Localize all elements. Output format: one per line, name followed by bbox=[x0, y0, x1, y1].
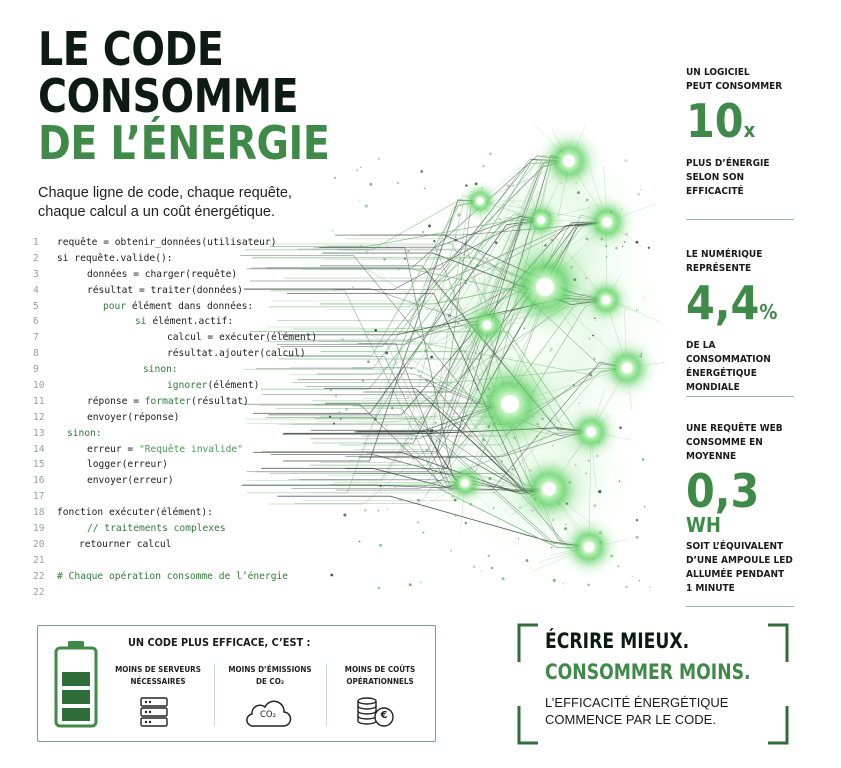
particle bbox=[488, 555, 490, 557]
particle bbox=[451, 392, 453, 394]
particle bbox=[491, 567, 494, 570]
benefit-3-line-2: OPÉRATIONNELS bbox=[346, 677, 414, 686]
node-core bbox=[602, 296, 611, 305]
stat-1-bottom-line-1: PLUS D’ÉNERGIE bbox=[686, 158, 770, 169]
code-text bbox=[167, 378, 259, 394]
particle bbox=[386, 425, 388, 427]
particle bbox=[550, 351, 551, 352]
particle bbox=[359, 541, 361, 543]
code-token: élément dans données: bbox=[126, 300, 254, 312]
line-number: 9 bbox=[33, 364, 39, 376]
cta-subline bbox=[545, 694, 728, 728]
stat-3-bottom-line-4: 1 MINUTE bbox=[686, 583, 735, 594]
code-token: retourner calcul bbox=[79, 538, 172, 550]
particle bbox=[486, 257, 489, 260]
line-number: 7 bbox=[33, 332, 39, 344]
particle bbox=[644, 506, 645, 507]
particle bbox=[366, 251, 368, 253]
particle bbox=[640, 189, 641, 190]
particle bbox=[637, 193, 640, 196]
particle bbox=[526, 559, 529, 562]
stat-software-efficiency bbox=[686, 66, 803, 199]
particle bbox=[369, 183, 372, 186]
cta-headline-2: CONSOMMER MOINS. bbox=[545, 660, 751, 684]
particle bbox=[639, 580, 640, 581]
particle bbox=[562, 583, 563, 584]
stat-3-bottom-line-3: ALLUMÉE PENDANT bbox=[686, 569, 785, 580]
code-token: sinon: bbox=[143, 364, 178, 376]
particle bbox=[386, 508, 388, 510]
cta-headline-1: ÉCRIRE MIEUX. bbox=[545, 629, 690, 653]
particle bbox=[378, 587, 381, 590]
code-token: logger(erreur) bbox=[87, 459, 168, 471]
particle bbox=[424, 188, 425, 189]
particle bbox=[385, 352, 388, 355]
particle bbox=[329, 416, 331, 418]
particle bbox=[503, 490, 504, 491]
particle bbox=[440, 327, 441, 328]
code-token: calcul = exécuter(élément) bbox=[167, 332, 318, 344]
particle bbox=[434, 421, 437, 424]
particle bbox=[507, 184, 510, 187]
node-core bbox=[476, 197, 483, 204]
particle bbox=[606, 256, 607, 257]
particle bbox=[432, 277, 433, 278]
particle bbox=[420, 581, 421, 582]
particle bbox=[352, 286, 354, 288]
stat-3-top-line-1: UNE REQUÊTE WEB bbox=[686, 423, 783, 434]
efficiency-box-title: UN CODE PLUS EFFICACE, C’EST : bbox=[128, 637, 311, 649]
benefit-1-line-2: NÉCESSAIRES bbox=[130, 677, 186, 686]
particle bbox=[553, 579, 556, 582]
particle bbox=[448, 242, 451, 245]
node-core bbox=[622, 363, 633, 374]
particle bbox=[339, 412, 341, 414]
code-token: si requête.valide(): bbox=[57, 252, 173, 264]
particle bbox=[359, 245, 362, 248]
code-token: (résultat) bbox=[190, 395, 249, 407]
particle bbox=[502, 577, 505, 580]
particle bbox=[525, 534, 526, 535]
line-number: 13 bbox=[33, 427, 45, 439]
particle bbox=[625, 586, 627, 588]
benefit-separator bbox=[214, 664, 215, 726]
particle bbox=[341, 338, 343, 340]
code-token: si bbox=[135, 316, 147, 328]
code-text bbox=[167, 330, 317, 346]
particle bbox=[448, 314, 451, 317]
particle bbox=[450, 550, 452, 552]
particle bbox=[593, 358, 596, 361]
particle bbox=[499, 218, 501, 220]
particle bbox=[644, 297, 645, 298]
code-token: "Requête invalide" bbox=[138, 443, 243, 455]
particle bbox=[589, 374, 592, 377]
particle bbox=[374, 418, 377, 421]
stat-1-unit: x bbox=[743, 118, 756, 142]
particle bbox=[429, 427, 430, 428]
subtitle bbox=[38, 184, 292, 222]
particle bbox=[488, 477, 491, 480]
line-number: 5 bbox=[33, 300, 39, 312]
particle bbox=[378, 158, 380, 160]
stat-3-unit: WH bbox=[686, 513, 721, 537]
benefit-separator bbox=[326, 664, 327, 726]
particle bbox=[404, 258, 406, 260]
node-core bbox=[501, 395, 519, 413]
particle bbox=[407, 250, 409, 252]
code-token: pour bbox=[103, 300, 127, 312]
code-token: réponse = bbox=[87, 395, 145, 407]
particle bbox=[391, 407, 393, 409]
line-number: 6 bbox=[33, 316, 39, 328]
subtitle-line-1: Chaque ligne de code, chaque requête, bbox=[38, 185, 292, 201]
node-core bbox=[483, 321, 492, 330]
particle bbox=[642, 458, 645, 461]
particle bbox=[417, 499, 420, 502]
particle bbox=[412, 457, 414, 459]
node-core bbox=[563, 155, 575, 167]
particle bbox=[407, 396, 410, 399]
particle bbox=[359, 200, 360, 201]
code-text bbox=[57, 569, 288, 585]
particle bbox=[501, 460, 503, 462]
benefit-1-line-1: MOINS DE SERVEURS bbox=[115, 665, 201, 674]
benefit-servers bbox=[109, 664, 206, 688]
stat-2-bottom-line-2: ÉNERGÉTIQUE bbox=[686, 368, 757, 379]
node-core bbox=[542, 482, 556, 496]
code-text bbox=[79, 537, 171, 553]
particle bbox=[420, 170, 423, 173]
stat-divider bbox=[686, 396, 794, 397]
particle bbox=[457, 213, 460, 216]
code-token: sinon: bbox=[67, 427, 102, 439]
line-number: 11 bbox=[33, 395, 45, 407]
particle bbox=[482, 165, 484, 167]
code-text bbox=[87, 283, 243, 299]
particle bbox=[343, 513, 346, 516]
stat-web-request bbox=[686, 422, 803, 596]
particle bbox=[426, 449, 429, 452]
code-token: fonction exécuter(élément): bbox=[57, 507, 213, 519]
stat-2-top-line-2: REPRÉSENTE bbox=[686, 263, 752, 274]
code-text bbox=[87, 267, 237, 283]
particle bbox=[422, 231, 425, 234]
line-number: 20 bbox=[33, 538, 45, 550]
particle bbox=[649, 586, 650, 587]
particle bbox=[356, 169, 358, 171]
particle bbox=[489, 153, 492, 156]
title-line-1: LE CODE bbox=[38, 22, 224, 76]
line-number: 12 bbox=[33, 411, 45, 423]
particle bbox=[397, 182, 399, 184]
particle bbox=[473, 565, 476, 568]
particle bbox=[550, 348, 553, 351]
particle bbox=[476, 264, 479, 267]
particle bbox=[417, 521, 419, 523]
line-number: 3 bbox=[33, 268, 39, 280]
code-token: élément.actif: bbox=[146, 316, 234, 328]
line-number: 4 bbox=[33, 284, 39, 296]
particle bbox=[493, 507, 494, 508]
particle bbox=[330, 389, 332, 391]
particle bbox=[374, 329, 377, 332]
line-number: 14 bbox=[33, 443, 45, 455]
particle bbox=[364, 509, 367, 512]
particle bbox=[636, 519, 639, 522]
euro-icon-label: € bbox=[380, 710, 388, 721]
code-text bbox=[57, 251, 173, 267]
particle bbox=[400, 445, 403, 448]
line-number: 8 bbox=[33, 348, 39, 360]
particle bbox=[594, 504, 597, 507]
battery-icon bbox=[53, 640, 99, 728]
particle bbox=[423, 418, 424, 419]
line-number: 21 bbox=[33, 554, 45, 566]
line-number: 18 bbox=[33, 507, 45, 519]
co2-cloud-icon bbox=[244, 699, 292, 729]
node-core bbox=[602, 217, 612, 227]
node-core bbox=[461, 479, 469, 487]
code-token: # Chaque opération consomme de l’énergie bbox=[57, 570, 289, 582]
benefit-3-line-1: MOINS DE COÛTS bbox=[344, 665, 416, 674]
particle bbox=[395, 487, 396, 488]
particle bbox=[419, 375, 421, 377]
particle bbox=[618, 565, 620, 567]
particle bbox=[624, 159, 627, 162]
particle bbox=[418, 371, 420, 373]
particle bbox=[619, 426, 622, 429]
particle bbox=[340, 418, 342, 420]
page-title bbox=[38, 22, 330, 170]
code-token: formater bbox=[144, 395, 191, 407]
stat-3-top-line-2: CONSOMME EN MOYENNE bbox=[686, 437, 763, 462]
particle bbox=[578, 403, 579, 404]
code-text bbox=[87, 473, 174, 489]
particle bbox=[425, 379, 428, 382]
particle bbox=[426, 358, 428, 360]
particle bbox=[518, 538, 519, 539]
stat-1-bottom-line-3: EFFICACITÉ bbox=[686, 186, 744, 197]
particle bbox=[455, 515, 456, 516]
particle bbox=[585, 473, 586, 474]
server-icon bbox=[139, 696, 169, 728]
title-line-3: DE L’ÉNERGIE bbox=[38, 116, 330, 170]
particle bbox=[430, 429, 433, 432]
particle bbox=[367, 360, 370, 363]
code-text bbox=[143, 362, 178, 378]
stat-2-unit: % bbox=[759, 300, 778, 324]
code-token: ignorer bbox=[167, 380, 208, 392]
particle bbox=[334, 177, 336, 179]
code-token: // traitements complexes bbox=[87, 523, 226, 535]
code-text bbox=[57, 235, 277, 251]
coins-euro-icon bbox=[356, 696, 396, 728]
particle bbox=[512, 185, 513, 186]
code-text bbox=[135, 314, 233, 330]
title-line-2: CONSOMME bbox=[38, 69, 299, 123]
stat-2-value: 4,4% bbox=[686, 276, 778, 330]
particle bbox=[573, 384, 576, 387]
particle bbox=[465, 282, 467, 284]
stat-2-bottom-line-3: MONDIALE bbox=[686, 382, 740, 393]
stat-1-value: 10x bbox=[686, 94, 756, 148]
code-text bbox=[87, 410, 179, 426]
particle bbox=[366, 337, 367, 338]
code-token: requête = obtenir_données(utilisateur) bbox=[57, 237, 277, 248]
stat-2-bottom-line-1: DE LA CONSOMMATION bbox=[686, 340, 771, 365]
line-number: 2 bbox=[33, 252, 39, 264]
stat-3-bottom-line-1: SOIT L’ÉQUIVALENT bbox=[686, 541, 784, 552]
stat-3-bottom-line-2: D’UNE AMPOULE LED bbox=[686, 555, 793, 566]
particle bbox=[333, 422, 335, 424]
code-text bbox=[87, 394, 249, 410]
particle bbox=[452, 243, 453, 244]
particle bbox=[417, 305, 420, 308]
line-number: 1 bbox=[33, 237, 39, 248]
code-text bbox=[57, 505, 213, 521]
particle bbox=[433, 240, 435, 242]
particle bbox=[360, 167, 361, 168]
benefit-2-line-2: DE CO₂ bbox=[256, 677, 284, 686]
code-token: résultat = traiter(données) bbox=[87, 284, 243, 296]
particle bbox=[430, 356, 433, 359]
particle bbox=[454, 298, 457, 301]
particle bbox=[598, 490, 601, 493]
stat-divider bbox=[686, 219, 794, 220]
stat-1-top-line-2: PEUT CONSOMMER bbox=[686, 81, 783, 92]
line-number: 22 bbox=[33, 586, 45, 598]
stat-divider bbox=[686, 606, 794, 607]
particle bbox=[454, 239, 457, 242]
code-text bbox=[67, 426, 102, 442]
particle bbox=[383, 258, 385, 260]
particle bbox=[635, 241, 638, 244]
particle bbox=[632, 576, 633, 577]
particle bbox=[398, 268, 400, 270]
particle bbox=[511, 468, 513, 470]
particle bbox=[428, 224, 431, 227]
benefit-costs bbox=[333, 664, 427, 688]
particle bbox=[592, 335, 594, 337]
particle bbox=[335, 395, 338, 398]
line-number: 15 bbox=[33, 459, 45, 471]
particle bbox=[411, 438, 413, 440]
particle bbox=[648, 247, 650, 249]
code-token: résultat.ajouter(calcul) bbox=[167, 348, 306, 360]
stat-1-top-line-1: UN LOGICIEL bbox=[686, 67, 750, 78]
line-number: 19 bbox=[33, 523, 45, 535]
node-core bbox=[537, 216, 545, 224]
benefit-emissions bbox=[221, 664, 318, 688]
particle bbox=[455, 236, 457, 238]
code-text bbox=[103, 299, 253, 315]
code-text bbox=[87, 521, 226, 537]
particle bbox=[424, 349, 427, 352]
particle bbox=[377, 430, 378, 431]
particle bbox=[457, 323, 459, 325]
stat-3-value: 0,3 bbox=[686, 464, 760, 518]
particle bbox=[589, 338, 590, 339]
code-token: (élément) bbox=[207, 380, 260, 392]
particle bbox=[378, 510, 380, 512]
line-number: 22 bbox=[33, 570, 45, 582]
particle bbox=[409, 583, 412, 586]
particle bbox=[345, 408, 348, 411]
particle bbox=[399, 499, 401, 501]
particle bbox=[465, 522, 467, 524]
particle bbox=[410, 368, 411, 369]
particle bbox=[365, 205, 368, 208]
stat-1-bottom-line-2: SELON SON bbox=[686, 172, 745, 183]
stat-digital-share bbox=[686, 248, 803, 395]
stat-2-top-line-1: LE NUMÉRIQUE bbox=[686, 249, 763, 260]
particle bbox=[379, 485, 381, 487]
code-text bbox=[87, 457, 168, 473]
node-core bbox=[584, 542, 595, 553]
particle bbox=[636, 536, 639, 539]
particle bbox=[423, 532, 425, 534]
particle bbox=[439, 390, 442, 393]
cta-subline-2: COMMENCE PAR LE CODE. bbox=[545, 712, 716, 727]
particle bbox=[587, 584, 589, 586]
code-token: envoyer(erreur) bbox=[87, 475, 174, 487]
particle bbox=[495, 241, 498, 244]
particle bbox=[379, 544, 382, 547]
particle bbox=[619, 480, 620, 481]
particle bbox=[362, 380, 364, 382]
particle bbox=[332, 230, 334, 232]
code-token: données = charger(requête) bbox=[87, 268, 238, 280]
subtitle-line-2: chaque calcul a un coût énergétique. bbox=[38, 204, 276, 220]
node-core bbox=[586, 427, 596, 437]
particle bbox=[424, 301, 426, 303]
particle bbox=[330, 574, 333, 577]
code-token: erreur = bbox=[87, 443, 139, 455]
particle bbox=[461, 277, 463, 279]
line-number: 16 bbox=[33, 475, 45, 487]
code-text bbox=[87, 442, 243, 458]
particle bbox=[551, 547, 553, 549]
particle bbox=[552, 445, 553, 446]
particle bbox=[636, 309, 637, 310]
particle bbox=[379, 388, 380, 389]
line-number: 17 bbox=[33, 491, 45, 503]
particle bbox=[480, 570, 482, 572]
code-text bbox=[167, 346, 306, 362]
node-core bbox=[536, 278, 554, 296]
line-number: 10 bbox=[33, 380, 45, 392]
cta-subline-1: L’EFFICACITÉ ÉNERGÉTIQUE bbox=[545, 695, 729, 710]
co2-icon-label: CO₂ bbox=[259, 710, 277, 720]
particle bbox=[387, 246, 388, 247]
benefit-2-line-1: MOINS D’ÉMISSIONS bbox=[228, 665, 312, 674]
code-token: envoyer(réponse) bbox=[87, 411, 180, 423]
